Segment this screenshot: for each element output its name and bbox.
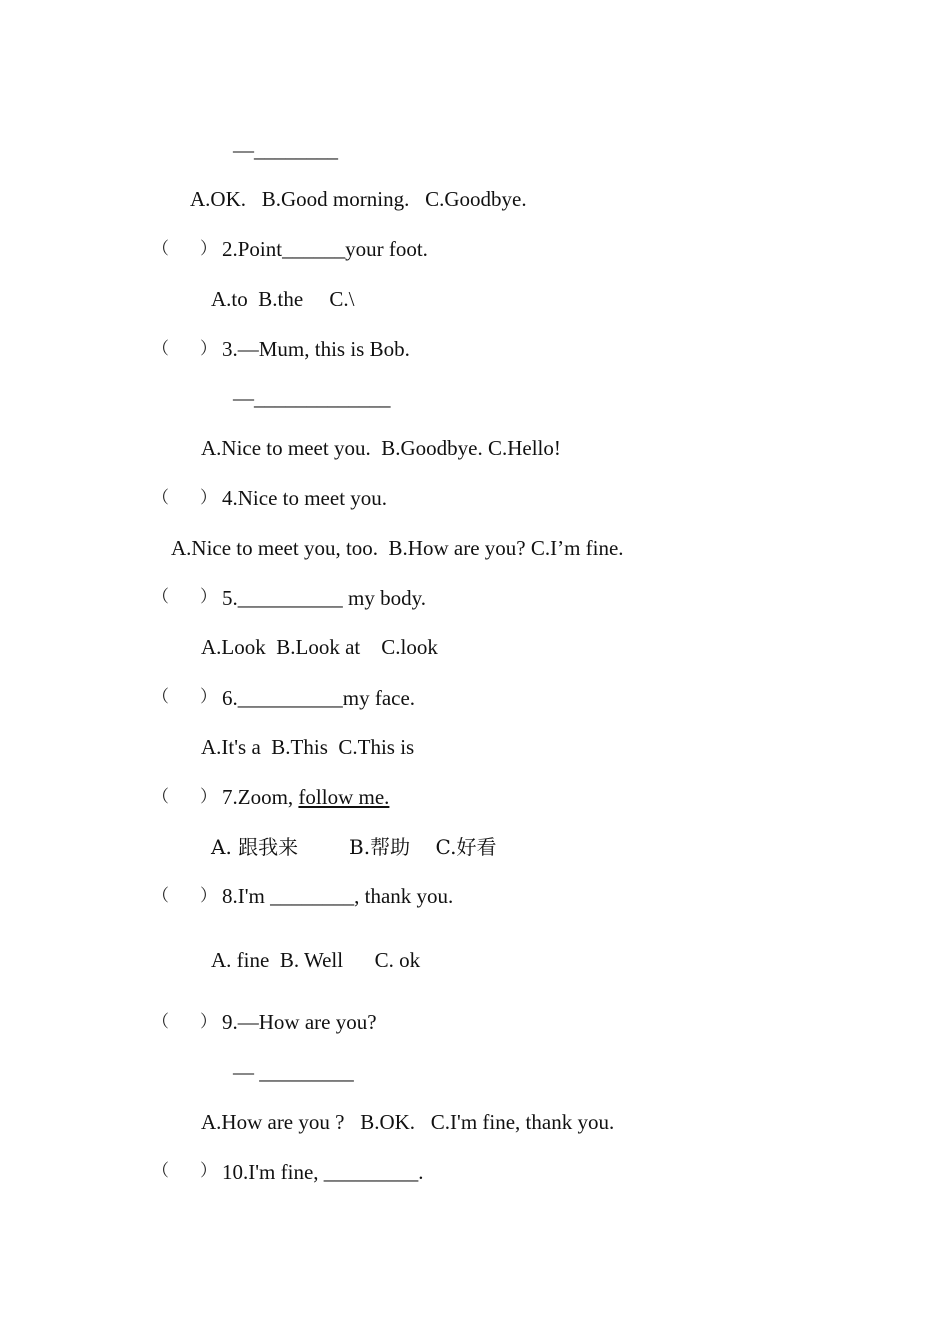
options-8: A. fine B. Well C. ok: [211, 948, 421, 972]
question-4: 4.Nice to meet you.: [222, 486, 388, 510]
question-9: 9.—How are you?: [222, 1010, 377, 1034]
answer-paren-right-6: ）: [200, 687, 217, 707]
answer-paren-left-5: （: [152, 587, 169, 607]
answer-paren-left-3: （: [152, 339, 169, 359]
answer-paren-left-2: （: [152, 239, 169, 259]
question-10: 10.I'm fine, _________.: [222, 1160, 424, 1184]
options-6: A.It's a B.This C.This is: [201, 735, 415, 759]
answer-line-1: —________: [233, 138, 338, 162]
answer-paren-left-9: （: [152, 1012, 169, 1032]
question-2: 2.Point______your foot.: [222, 237, 428, 261]
answer-paren-left-10: （: [152, 1161, 169, 1181]
question-7-underlined: follow me.: [298, 785, 390, 809]
answer-paren-right-9: ）: [200, 1012, 217, 1032]
answer-line-3: —_____________: [233, 386, 391, 410]
answer-paren-right-7: ）: [200, 787, 217, 807]
options-5: A.Look B.Look at C.look: [201, 635, 438, 659]
question-6: 6.__________my face.: [222, 686, 416, 710]
answer-paren-left-6: （: [152, 687, 169, 707]
options-1: A.OK. B.Good morning. C.Goodbye.: [190, 187, 527, 211]
question-7: [222, 787, 389, 808]
options-3: A.Nice to meet you. B.Goodbye. C.Hello!: [201, 436, 561, 460]
answer-paren-left-7: （: [152, 787, 169, 807]
answer-paren-left-8: （: [152, 886, 169, 906]
question-3: 3.—Mum, this is Bob.: [222, 337, 410, 361]
options-2: A.to B.the C.\: [211, 287, 355, 311]
options-4: A.Nice to meet you, too. B.How are you? C.I’m fine.: [171, 536, 624, 560]
answer-paren-right-3: ）: [200, 339, 217, 359]
answer-paren-right-8: ）: [200, 886, 217, 906]
answer-paren-left-4: （: [152, 488, 169, 508]
question-7-text: 7.Zoom,: [222, 785, 299, 809]
options-7: A. 跟我来 B.帮助 C.好看: [211, 835, 497, 859]
answer-paren-right-2: ）: [200, 239, 217, 259]
options-9: A.How are you ? B.OK. C.I'm fine, thank you.: [201, 1110, 615, 1134]
question-5: 5.__________ my body.: [222, 586, 426, 610]
answer-line-9: — _________: [233, 1060, 354, 1084]
question-8: 8.I'm ________, thank you.: [222, 884, 454, 908]
answer-paren-right-5: ）: [200, 587, 217, 607]
answer-paren-right-4: ）: [200, 488, 217, 508]
answer-paren-right-10: ）: [200, 1161, 217, 1181]
